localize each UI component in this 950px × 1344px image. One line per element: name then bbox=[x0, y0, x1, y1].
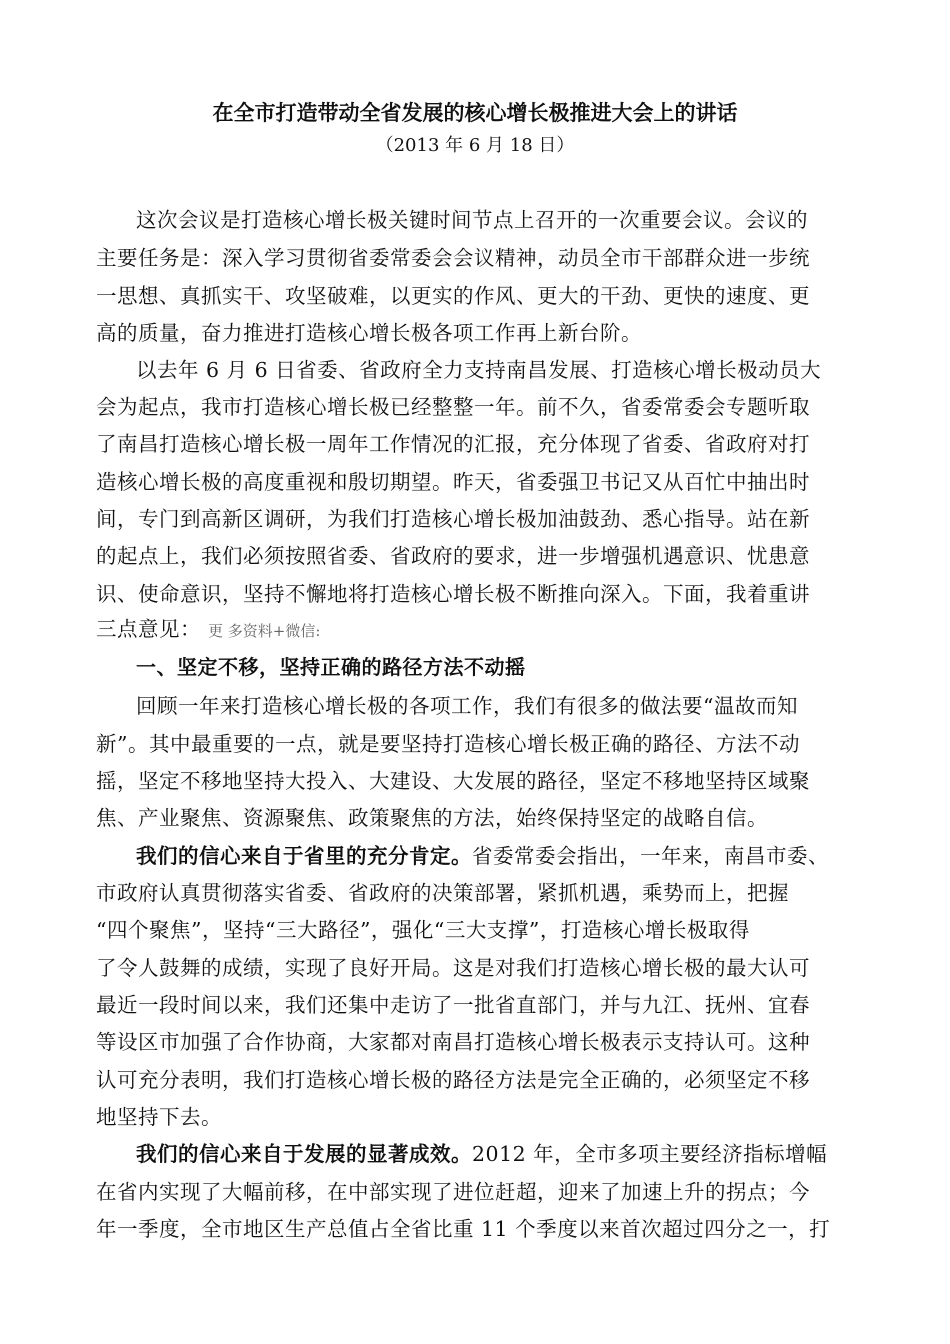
paragraph-line: 摇，坚定不移地坚持大投入、大建设、大发展的路径，坚定不移地坚持区域聚 bbox=[96, 769, 810, 793]
paragraph-line: 在省内实现了大幅前移，在中部实现了进位赶超，迎来了加速上升的拐点；今 bbox=[96, 1180, 810, 1204]
paragraph-line: 造核心增长极的高度重视和殷切期望。昨天，省委强卫书记又从百忙中抽出时 bbox=[96, 470, 810, 494]
paragraph-line: 间，专门到高新区调研，为我们打造核心增长极加油鼓劲、悉心指导。站在新 bbox=[96, 507, 810, 531]
paragraph-line: 认可充分表明，我们打造核心增长极的路径方法是完全正确的，必须坚定不移 bbox=[96, 1068, 810, 1092]
paragraph-line: 这次会议是打造核心增长极关键时间节点上召开的一次重要会议。会议的 bbox=[136, 208, 808, 232]
paragraph-line: 新”。其中最重要的一点，就是要坚持打造核心增长极正确的路径、方法不动 bbox=[96, 732, 800, 756]
section-heading: 一、坚定不移，坚持正确的路径方法不动摇 bbox=[136, 655, 526, 679]
document-date: （2013 年 6 月 18 日） bbox=[375, 135, 575, 156]
paragraph-line: 回顾一年来打造核心增长极的各项工作，我们有很多的做法要“温故而知 bbox=[136, 694, 798, 718]
paragraph-line: “四个聚焦”，坚持“三大路径”，强化“三大支撑”，打造核心增长极取得 bbox=[96, 918, 750, 942]
paragraph-line: 高的质量，奋力推进打造核心增长极各项工作再上新台阶。 bbox=[96, 321, 642, 345]
paragraph-line: 年一季度，全市地区生产总值占全省比重 11 个季度以来首次超过四分之一，打 bbox=[96, 1217, 831, 1241]
paragraph-lead: 我们的信心来自于发展的显著成效。 bbox=[136, 1142, 472, 1166]
paragraph-line: 的起点上，我们必须按照省委、省政府的要求，进一步增强机遇意识、忧患意 bbox=[96, 544, 810, 568]
paragraph-line bbox=[96, 612, 320, 648]
paragraph-line: 地坚持下去。 bbox=[96, 1105, 222, 1129]
document-title: 在全市打造带动全省发展的核心增长极推进大会上的讲话 bbox=[212, 100, 738, 125]
paragraph-lead: 我们的信心来自于省里的充分肯定。 bbox=[136, 844, 472, 868]
paragraph-line: 市政府认真贯彻落实省委、省政府的决策部署，紧抓机遇，乘势而上，把握 bbox=[96, 881, 789, 905]
paragraph-line: 最近一段时间以来，我们还集中走访了一批省直部门，并与九江、抚州、宜春 bbox=[96, 993, 810, 1017]
paragraph-line: 识、使命意识，坚持不懈地将打造核心增长极不断推向深入。下面，我着重讲 bbox=[96, 582, 810, 606]
paragraph-line: 主要任务是：深入学习贯彻省委常委会会议精神，动员全市干部群众进一步统 bbox=[96, 246, 810, 270]
watermark-note: 更 多资料+微信: bbox=[208, 622, 321, 640]
paragraph-text: 三点意见： bbox=[96, 617, 201, 641]
paragraph-line: 会为起点，我市打造核心增长极已经整整一年。前不久，省委常委会专题听取 bbox=[96, 395, 810, 419]
paragraph-text: 省委常委会指出，一年来，南昌市委、 bbox=[472, 844, 829, 868]
paragraph-line bbox=[136, 839, 829, 873]
paragraph-line: 以去年 6 月 6 日省委、省政府全力支持南昌发展、打造核心增长极动员大 bbox=[136, 358, 822, 382]
paragraph-line: 一思想、真抓实干、攻坚破难，以更实的作风、更大的干劲、更快的速度、更 bbox=[96, 284, 810, 308]
paragraph-line: 焦、产业聚焦、资源聚焦、政策聚焦的方法，始终保持坚定的战略自信。 bbox=[96, 806, 768, 830]
paragraph-line: 了南昌打造核心增长极一周年工作情况的汇报，充分体现了省委、省政府对打 bbox=[96, 432, 810, 456]
paragraph-line: 等设区市加强了合作协商，大家都对南昌打造核心增长极表示支持认可。这种 bbox=[96, 1030, 810, 1054]
paragraph-line bbox=[136, 1137, 827, 1171]
paragraph-line: 了令人鼓舞的成绩，实现了良好开局。这是对我们打造核心增长极的最大认可 bbox=[96, 956, 810, 980]
paragraph-text: 2012 年，全市多项主要经济指标增幅 bbox=[472, 1142, 828, 1166]
